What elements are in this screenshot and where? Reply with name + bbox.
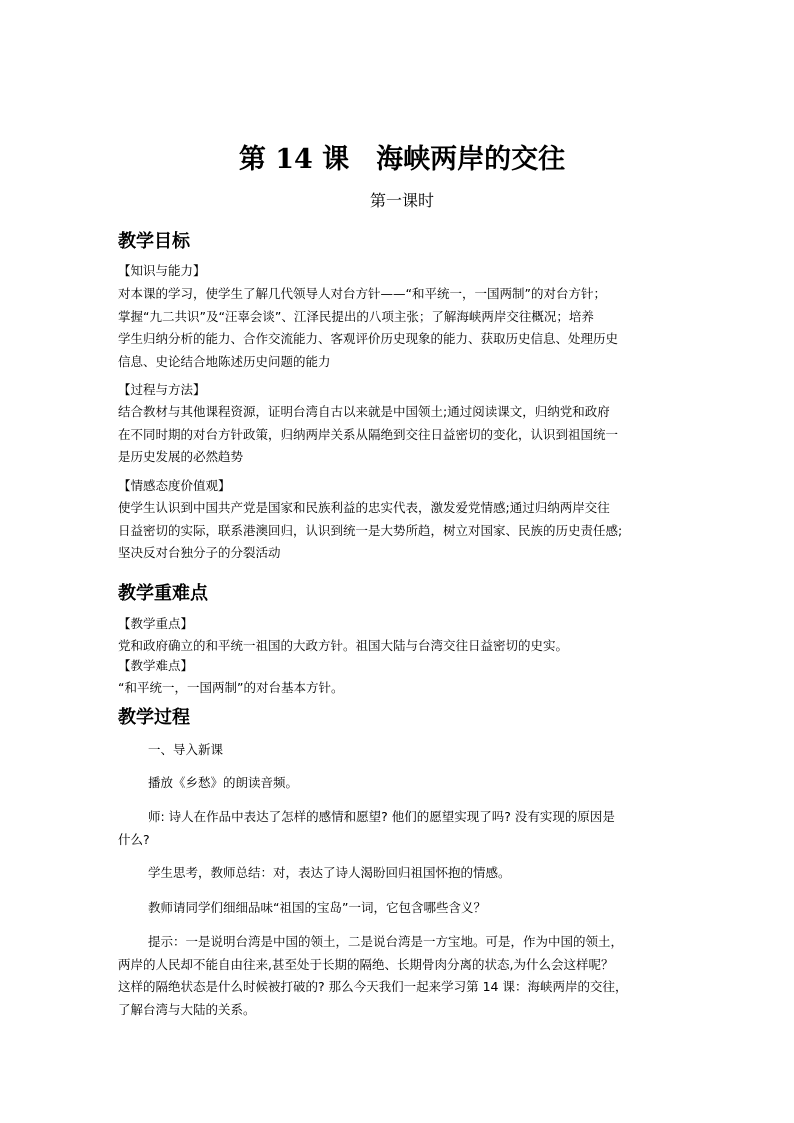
text-line: 使学生认识到中国共产党是国家和民族利益的忠实代表，激发爱党情感;通过归纳两岸交往: [118, 500, 610, 515]
text-line: 学生归纳分析的能力、合作交流能力、客观评价历史现象的能力、获取历史信息、处理历史: [118, 331, 619, 346]
heading-teaching-process: 教学过程: [118, 707, 190, 728]
text-line: 信息、史论结合地陈述历史问题的能力: [118, 353, 331, 369]
text-line: 播放《乡愁》的朗读音频。: [148, 775, 299, 790]
tag-process-method: 【过程与方法】: [118, 382, 206, 397]
text-line: 学生思考，教师总结：对，表达了诗人渴盼回归祖国怀抱的情感。: [148, 865, 511, 880]
tag-emotion-values: 【情感态度价值观】: [118, 478, 231, 493]
paragraph-knowledge-ability: [118, 283, 686, 373]
text-line: 了解台湾与大陆的关系。: [118, 1001, 256, 1017]
tag-teaching-difficulty: 【教学难点】: [118, 658, 194, 673]
text-line: 两岸的人民却不能自由往来,甚至处于长期的隔绝、长期骨肉分离的状态,为什么会这样呢？: [118, 956, 614, 972]
paragraph-hint: [118, 931, 686, 1021]
text-line: 在不同时期的对台方针政策，归纳两岸关系从隔绝到交往日益密切的变化，认识到祖国统一: [118, 426, 619, 442]
text-line: 坚决反对台独分子的分裂活动: [118, 545, 281, 560]
text-line: 师: 诗人在作品中表达了怎样的感情和愿望? 他们的愿望实现了吗? 没有实现的原因是: [148, 809, 615, 824]
text-teaching-difficulty: “和平统一，一国两制”的对台基本方针。: [118, 680, 344, 695]
text-line: 日益密切的实际，联系港澳回归，认识到统一是大势所趋，树立对国家、民族的历史责任感;: [118, 522, 623, 538]
text-line: 教师请同学们细细品味“祖国的宝岛”一词，它包含哪些含义？: [148, 900, 486, 915]
paragraph-emotion-values: [118, 497, 686, 565]
lesson-subtitle: 第一课时: [369, 191, 434, 210]
text-line: 掌握“九二共识”及“汪辜会谈”、江泽民提出的八项主张；了解海峡两岸交往概况；培养: [118, 308, 594, 324]
text-line: 一、导入新课: [148, 742, 224, 757]
text-line: 这样的隔绝状态是什么时候被打破的? 那么今天我们一起来学习第 14 课：海峡两岸的交往，: [118, 979, 628, 994]
text-line: 是历史发展的必然趋势: [118, 449, 244, 464]
paragraph-process-method: [118, 401, 686, 469]
paragraph-teacher-question: [118, 806, 686, 851]
heading-teaching-goals: 教学目标: [118, 231, 190, 252]
paragraph-play-audio: [118, 772, 686, 795]
paragraph-teacher-prompt: [118, 897, 686, 920]
text-line: 结合教材与其他课程资源，证明台湾自古以来就是中国领土;通过阅读课文，归纳党和政府: [118, 404, 610, 419]
text-line: 什么?: [118, 831, 150, 847]
lesson-title: 第 14 课 海峡两岸的交往: [238, 144, 566, 175]
heading-key-points: 教学重难点: [118, 583, 208, 604]
tag-knowledge-ability: 【知识与能力】: [118, 263, 206, 278]
text-line: 对本课的学习，使学生了解几代领导人对台方针——“和平统一，一国两制”的对台方针；: [118, 286, 606, 301]
text-line: 提示：一是说明台湾是中国的领土，二是说台湾是一方宝地。可是，作为中国的领土，: [148, 934, 624, 949]
paragraph-intro-heading: [118, 739, 686, 762]
text-teaching-focus: 党和政府确立的和平统一祖国的大政方针。祖国大陆与台湾交往日益密切的史实。: [118, 638, 569, 653]
tag-teaching-focus: 【教学重点】: [118, 616, 194, 631]
paragraph-student-thinking: [118, 862, 686, 885]
